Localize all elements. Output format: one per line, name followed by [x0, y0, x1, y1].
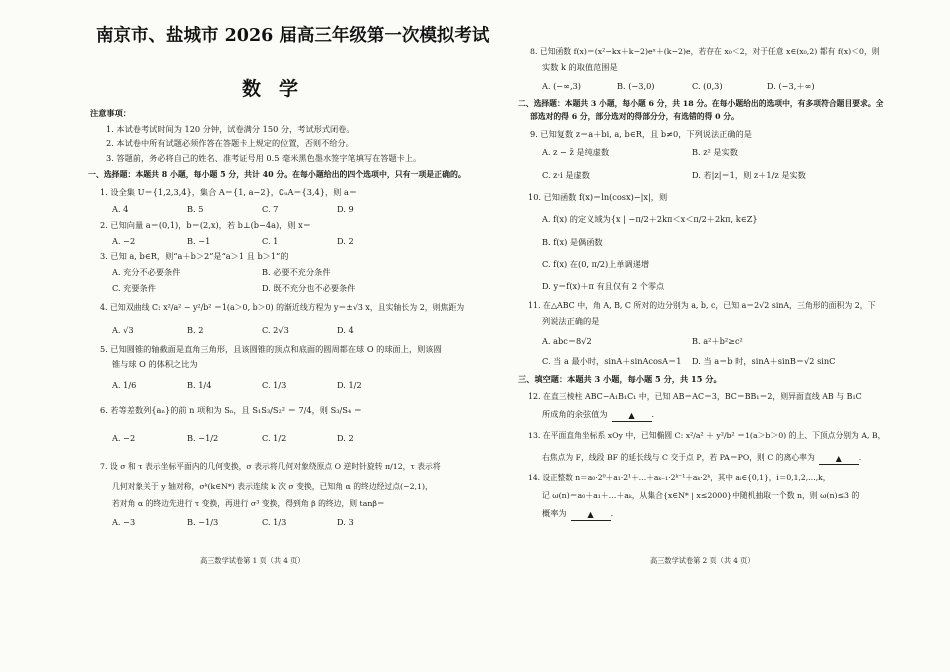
question-8-stem: 8. 已知函数 f(x)＝(x²−kx＋k−2)eˣ＋(k−2)e，若存在 x₀＜2，对于任意 x∈(x₀,2) 都有 f(x)＜0，则	[530, 47, 880, 56]
section-2-heading: 二、选择题：本题共 3 小题，每小题 6 分，共 18 分。在每小题给出的选项中，有多项符合题目要求。全	[518, 99, 884, 108]
option-c: C. 1/3	[262, 380, 287, 390]
option-b: B. −1/2	[187, 433, 219, 443]
question-11-stem-cont: 列说法正确的是	[542, 316, 600, 326]
question-7-stem: 7. 设 σ 和 τ 表示坐标平面内的几何变换，σ 表示将几何对象绕原点 O 逆时针旋转 π/12，τ 表示将	[100, 462, 441, 471]
question-7-stem-cont: 几何对象关于 y 轴对称，σᵏ(k∈N*) 表示连续 k 次 σ 变换，已知角 α 的终边经过点(−2,1)，	[112, 482, 433, 491]
option-d: D. (−3,＋∞)	[767, 81, 815, 91]
question-13-stem: 13. 在平面直角坐标系 xOy 中，已知椭圆 C: x²/a² ＋ y²/b² ＝1(a＞b＞0) 的上、下顶点分别为 A, B，	[528, 431, 886, 440]
option-a: A. 4	[112, 204, 129, 214]
question-12-stem-cont	[542, 409, 660, 421]
question-14-stem: 14. 设正整数 n＝a₀·2⁰＋a₁·2¹＋…＋aₖ₋₁·2ᵏ⁻¹＋aₖ·2ᵏ，其中 aᵢ∈{0,1}，i＝0,1,2,…,k，	[528, 473, 831, 482]
option-b: B. 必要不充分条件	[262, 267, 331, 277]
section-2-heading-cont: 部选对的得 6 分，部分选对的得部分分，有选错的得 0 分。	[530, 112, 739, 121]
triangle-icon: ▲	[587, 509, 594, 519]
option-d: D. 既不充分也不必要条件	[262, 283, 356, 293]
exam-title: 南京市、盐城市 2026 届高三年级第一次模拟考试	[96, 26, 490, 46]
option-a: A. 1/6	[112, 380, 137, 390]
option-a: A. z − z̄ 是纯虚数	[542, 147, 610, 157]
option-c: C. (0,3)	[692, 81, 723, 91]
answer-blank	[612, 410, 652, 422]
option-b: B. 2	[187, 325, 204, 335]
question-5-stem-cont: 锥与球 O 的体积之比为	[112, 359, 198, 369]
question-8-stem-cont: 实数 k 的取值范围是	[542, 62, 618, 72]
period: ．	[610, 508, 619, 518]
period: ．	[651, 409, 660, 419]
option-d: D. y＝f(x)＋π 有且仅有 2 个零点	[542, 281, 665, 291]
question-13-text: 右焦点为 F，线段 BF 的延长线与 C 交于点 P，若 PA＝PO，则 C 的离心率为	[542, 453, 815, 462]
option-d: D. 2	[337, 433, 354, 443]
option-b: B. −1	[187, 236, 211, 246]
question-7-stem-cont: 若对角 α 的终边先进行 τ 变换，再进行 σ³ 变换，得到角 β 的终边，则 tanβ＝	[112, 499, 385, 508]
option-b: B. (−3,0)	[617, 81, 655, 91]
triangle-icon: ▲	[628, 410, 635, 420]
page-footer: 高三数学试卷第 1 页（共 4 页）	[200, 556, 305, 565]
option-c: C. 1/2	[262, 433, 287, 443]
option-b: B. 5	[187, 204, 204, 214]
question-14-text: 概率为	[542, 508, 567, 518]
page-footer: 高三数学试卷第 2 页（共 4 页）	[650, 556, 755, 565]
question-6-stem: 6. 若等差数列{aₙ}的前 n 项和为 Sₙ，且 S₁S₃/S₂² ＝ 7/4，则 S₃/S₄ ＝	[100, 405, 362, 415]
option-d: D. 9	[337, 204, 354, 214]
option-a: A. (−∞,3)	[542, 81, 581, 91]
note-item: 3. 答题前，务必将自己的姓名、准考证号用 0.5 毫米黑色墨水签字笔填写在答题卡上。	[106, 153, 422, 163]
option-b: B. f(x) 是偶函数	[542, 237, 603, 247]
option-d: D. 若|z|＝1，则 z＋1/z 是实数	[692, 170, 806, 180]
subject-heading: 数学	[242, 78, 317, 100]
question-4-stem: 4. 已知双曲线 C: x²/a² − y²/b² ＝1(a＞0, b＞0) 的渐近线方程为 y＝±√3 x，且实轴长为 2，则焦距为	[100, 303, 465, 312]
option-c: C. z·i 是虚数	[542, 170, 590, 180]
answer-blank	[571, 509, 611, 521]
question-3-stem: 3. 已知 a, b∈R，则“a＋b＞2”是“a＞1 且 b＞1”的	[100, 251, 289, 261]
option-d: D. 2	[337, 236, 354, 246]
option-b: B. a²＋b²≥c²	[692, 336, 743, 346]
section-1-heading: 一、选择题：本题共 8 小题，每小题 5 分，共计 40 分。在每小题给出的四个选项中，只有一项是正确的。	[88, 170, 466, 179]
question-14-stem-cont	[542, 508, 619, 520]
period: ．	[858, 453, 867, 462]
section-3-heading: 三、填空题：本题共 3 小题，每小题 5 分，共 15 分。	[518, 374, 722, 384]
question-12-text: 所成角的余弦值为	[542, 409, 608, 419]
question-13-stem-cont	[542, 452, 867, 464]
option-a: A. 充分不必要条件	[112, 267, 181, 277]
question-11-stem: 11. 在△ABC 中，角 A, B, C 所对的边分别为 a, b, c，已知 a＝2√2 sinA，三角形的面积为 2，下	[528, 301, 876, 310]
exam-page-1	[88, 0, 490, 672]
option-d: D. 1/2	[337, 380, 362, 390]
question-9-stem: 9. 已知复数 z＝a＋bi, a, b∈R，且 b≠0，下列说法正确的是	[530, 129, 752, 139]
question-10-stem: 10. 已知函数 f(x)＝ln(cosx)−|x|，则	[528, 192, 668, 202]
option-c: C. 7	[262, 204, 279, 214]
question-5-stem: 5. 已知圆锥的轴截面是直角三角形，且该圆锥的顶点和底面的圆周都在球 O 的球面上，则该圆	[100, 344, 442, 354]
option-b: B. z² 是实数	[692, 147, 738, 157]
answer-blank	[819, 453, 859, 465]
note-item: 2. 本试卷中所有试题必须作答在答题卡上规定的位置，否则不给分。	[106, 138, 354, 148]
option-d: D. 3	[337, 517, 354, 527]
notes-heading: 注意事项：	[90, 108, 131, 118]
note-item: 1. 本试卷考试时间为 120 分钟，试卷满分 150 分，考试形式闭卷。	[106, 124, 355, 134]
option-c: C. 1/3	[262, 517, 287, 527]
option-d: D. 当 a＝b 时，sinA＋sinB＝√2 sinC	[692, 356, 836, 366]
question-1-stem: 1. 设全集 U＝{1,2,3,4}，集合 A＝{1, a−2}，∁ᵤA＝{3,4}，则 a＝	[100, 187, 358, 197]
option-d: D. 4	[337, 325, 354, 335]
question-2-stem: 2. 已知向量 a＝(0,1)，b＝(2,x)，若 b⊥(b−4a)，则 x＝	[100, 220, 311, 230]
option-a: A. −2	[112, 236, 136, 246]
option-c: C. 充要条件	[112, 283, 156, 293]
option-a: A. −3	[112, 517, 136, 527]
option-a: A. abc＝8√2	[542, 336, 592, 346]
option-a: A. f(x) 的定义域为{x | −π/2＋2kπ＜x＜π/2＋2kπ, k∈Z}	[542, 214, 758, 224]
option-b: B. 1/4	[187, 380, 212, 390]
triangle-icon: ▲	[835, 454, 842, 463]
option-c: C. 2√3	[262, 325, 289, 335]
option-a: A. √3	[112, 325, 134, 335]
exam-page-2	[520, 0, 920, 672]
option-c: C. f(x) 在(0, π/2)上单调递增	[542, 259, 650, 269]
option-c: C. 当 a 最小时，sinA＋sinAcosA＝1	[542, 356, 682, 366]
option-b: B. −1/3	[187, 517, 219, 527]
question-14-stem-cont: 记 ω(n)＝a₀＋a₁＋…＋aₖ，从集合{x∈N* | x≤2000}中随机抽取一个数 n，则 ω(n)≤3 的	[542, 491, 860, 500]
question-12-stem: 12. 在直三棱柱 ABC−A₁B₁C₁ 中，已知 AB＝AC＝3，BC＝BB₁＝2，则异面直线 AB 与 B₁C	[528, 392, 862, 401]
option-a: A. −2	[112, 433, 136, 443]
option-c: C. 1	[262, 236, 279, 246]
